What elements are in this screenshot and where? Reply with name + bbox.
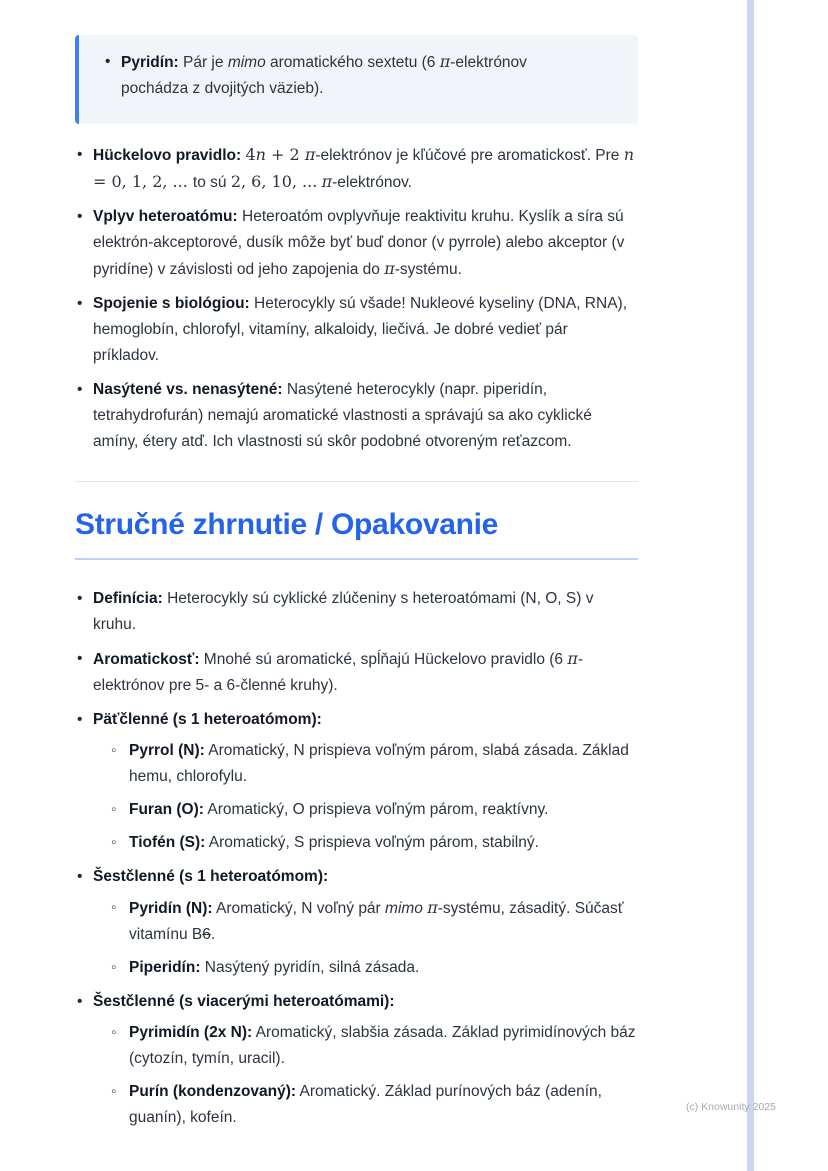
sub-list — [111, 738, 638, 856]
list-item-text — [93, 295, 627, 364]
text-segment: -elektrónov. — [332, 174, 412, 191]
list-item-text — [93, 651, 583, 694]
list-item — [103, 49, 624, 102]
term-label: Päťčlenné (s 1 heteroatómom): — [93, 711, 322, 728]
text-segment: 4 — [245, 145, 256, 164]
callout-list — [103, 49, 624, 102]
summary-list — [75, 586, 638, 1131]
text-segment: Nasýtené heterocykly (napr. piperidín, tetrahydrofurán) nemajú aromatické vlastnosti a správajú sa ako cyklické amíny, étery atď. Ich vlastnosti sú skôr podobné otvoreným reťazcom. — [93, 381, 592, 450]
text-segment: + 2 — [265, 145, 305, 164]
term-label: Pyrrol (N): — [129, 742, 205, 759]
text-segment: Heterocykly sú cyklické zlúčeniny s heteroatómami (N, O, S) v kruhu. — [93, 590, 594, 633]
text-segment: -systému, zásaditý. Súčasť vitamínu B — [129, 900, 624, 943]
list-item — [111, 797, 638, 823]
text-segment: 6 — [202, 926, 211, 943]
text-segment: Heteroatóm ovplyvňuje reaktivitu kruhu. Kyslík a síra sú elektrón-akceptorové, dusík môže byť buď donor (v pyrrole) alebo akceptor (v pyridíne) v závislosti od jeho zapojenia do — [93, 208, 625, 278]
list-item — [111, 830, 638, 856]
copyright-watermark: (c) Knowunity 2025 — [686, 1101, 776, 1113]
text-segment: n — [255, 145, 266, 164]
list-item — [111, 1020, 638, 1072]
list-item-text — [129, 834, 539, 851]
list-item-text — [93, 381, 592, 450]
text-segment: π — [321, 172, 333, 191]
text-segment: Aromatický, N voľný pár — [212, 900, 386, 917]
list-item — [111, 1079, 638, 1131]
sub-list — [111, 895, 638, 981]
text-segment: Heterocykly sú všade! Nukleové kyseliny (DNA, RNA), hemoglobín, chlorofyl, vitamíny, alkaloidy, liečivá. Je dobré vedieť pár príkladov. — [93, 295, 628, 364]
term-label: Spojenie s biológiou: — [93, 295, 250, 312]
text-segment: Aromatický, N prispieva voľným párom, slabá zásada. Základ hemu, chlorofylu. — [129, 742, 629, 785]
list-item-text — [93, 868, 328, 885]
document-content — [75, 35, 638, 1131]
text-segment: Aromatický, slabšia zásada. Základ pyrimidínových báz (cytozín, tymín, uracil). — [129, 1024, 636, 1067]
list-item-text — [93, 590, 593, 633]
list-item-text — [129, 959, 419, 976]
list-item — [75, 989, 638, 1131]
list-item — [75, 586, 638, 638]
term-label: Nasýtené vs. nenasýtené: — [93, 381, 283, 398]
term-label: Tiofén (S): — [129, 834, 206, 851]
text-segment: Mnohé sú aromatické, spĺňajú Hückelovo pravidlo (6 — [199, 651, 568, 668]
callout — [75, 35, 638, 124]
text-segment: Nasýtený pyridín, silná zásada. — [200, 959, 420, 976]
term-label: Furan (O): — [129, 801, 204, 818]
text-segment: -elektrónov pochádza z dvojitých väzieb). — [121, 54, 527, 97]
text-segment: Aromatický, S prispieva voľným párom, stabilný. — [205, 834, 539, 851]
term-label: Vplyv heteroatómu: — [93, 208, 238, 225]
term-label: Aromatickosť: — [93, 651, 200, 668]
text-segment: aromatického sextetu (6 — [265, 54, 440, 71]
list-item — [75, 291, 638, 369]
sub-list — [111, 1020, 638, 1131]
list-item-text — [121, 49, 593, 102]
list-item — [75, 204, 638, 283]
term-label: Pyrimidín (2x N): — [129, 1024, 253, 1041]
text-segment: mimo — [385, 900, 423, 917]
text-segment: π — [567, 649, 578, 668]
page-edge-line — [747, 0, 754, 1171]
term-label: Piperidín: — [129, 959, 201, 976]
text-segment: = 0, 1, 2, ... — [93, 172, 193, 191]
list-item-text — [93, 147, 634, 191]
list-item — [75, 864, 638, 981]
text-segment: -systému. — [394, 261, 462, 278]
list-item — [75, 707, 638, 856]
list-item — [75, 646, 638, 699]
list-item — [111, 895, 638, 948]
term-label: Pyridín (N): — [129, 900, 213, 917]
term-label: Šestčlenné (s viacerými heteroatómami): — [93, 993, 395, 1010]
term-label: Šestčlenné (s 1 heteroatómom): — [93, 868, 329, 885]
term-label: Pyridín: — [121, 54, 179, 71]
list-item-text — [129, 1083, 602, 1126]
text-segment: n — [623, 145, 635, 164]
text-segment: -elektrónov je kľúčové pre aromatickosť. Pre — [315, 147, 624, 164]
list-item — [111, 738, 638, 790]
term-label: Hückelovo pravidlo: — [93, 147, 242, 164]
text-segment: π — [304, 145, 316, 164]
list-item-text — [93, 993, 395, 1010]
list-item-text — [129, 801, 548, 818]
list-item — [75, 377, 638, 455]
list-item-text — [129, 1024, 636, 1067]
list-item — [111, 955, 638, 981]
text-segment: to sú — [192, 174, 231, 191]
text-segment: -elektrónov pre 5- a 6-členné kruhy). — [93, 651, 584, 694]
list-item-text — [129, 900, 624, 943]
divider — [75, 481, 638, 482]
term-label: Purín (kondenzovaný): — [129, 1083, 297, 1100]
text-segment: π — [439, 52, 451, 71]
section-heading: Stručné zhrnutie / Opakovanie — [75, 506, 638, 560]
text-segment: Aromatický. Základ purínových báz (adenín, guanín), kofeín. — [129, 1083, 602, 1126]
list-item — [75, 142, 638, 196]
term-label: Definícia: — [93, 590, 163, 607]
list-item-text — [93, 208, 624, 278]
text-segment: 2, 6, 10, ... — [230, 172, 318, 191]
text-segment: Pár je — [178, 54, 228, 71]
text-segment: π — [427, 898, 438, 917]
text-segment: π — [384, 259, 395, 278]
list-item-text — [93, 711, 322, 728]
list-item-text — [129, 742, 629, 785]
text-segment: . — [210, 926, 216, 943]
text-segment: Aromatický, O prispieva voľným párom, reaktívny. — [203, 801, 549, 818]
notes-list — [75, 142, 638, 455]
text-segment: mimo — [227, 54, 266, 71]
